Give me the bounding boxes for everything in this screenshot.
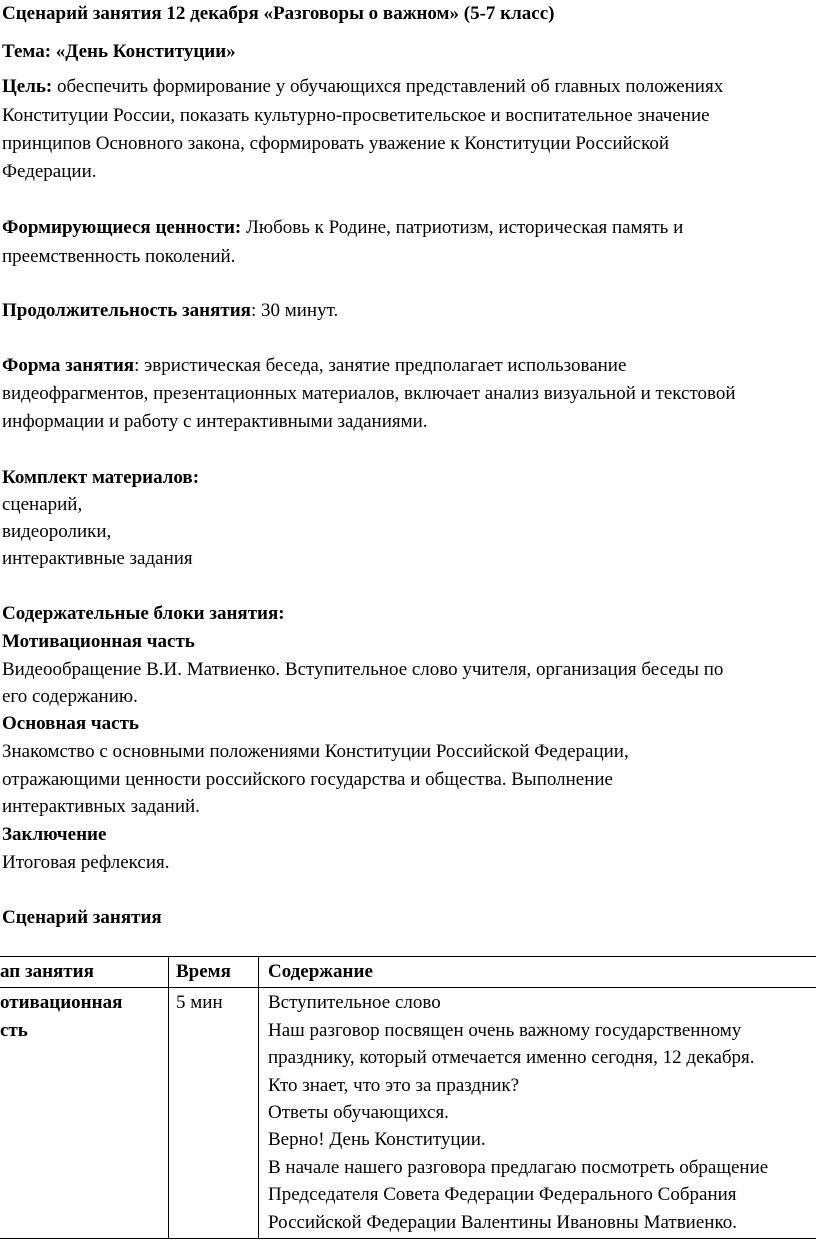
duration-line (2, 299, 338, 323)
goal-line-4: Федерации. (2, 161, 97, 182)
materials-item-1: сценарий, (2, 494, 83, 515)
table-rule-col2 (258, 956, 259, 1239)
table-rule-col1 (168, 956, 169, 1239)
table-cell-content-line-9: Российской Федерации Валентины Ивановны Матвиенко. (268, 1212, 737, 1233)
values-line-1 (2, 216, 683, 240)
form-label: Форма занятия (2, 355, 135, 376)
table-cell-content-line-3: празднику, который отмечается именно сегодня, 12 декабря. (268, 1047, 755, 1068)
theme-heading: Тема: «День Конституции» (2, 41, 236, 62)
duration-label: Продолжительность занятия (2, 300, 251, 321)
table-cell-content-line-5: Ответы обучающихся. (268, 1102, 449, 1123)
table-rule-bottom (0, 1238, 816, 1239)
values-text-1: Любовь к Родине, патриотизм, историческая память и (241, 217, 684, 238)
table-cell-content-line-8: Председателя Совета Федерации Федерального Собрания (268, 1184, 737, 1205)
table-header-time: Время (176, 961, 231, 982)
values-line-2: преемственность поколений. (2, 246, 236, 267)
table-header-content: Содержание (268, 961, 373, 982)
document-title: Сценарий занятия 12 декабря «Разговоры о важном» (5-7 класс) (2, 3, 555, 24)
main-line-2: отражающими ценности российского государства и общества. Выполнение (2, 769, 613, 790)
materials-item-3: интерактивные задания (2, 548, 193, 569)
table-rule-top (0, 956, 816, 957)
goal-label: Цель: (2, 76, 53, 97)
goal-line-2: Конституции России, показать культурно-просветительское и воспитательное значение (2, 105, 710, 126)
table-cell-stage-line-1: отивационная (0, 992, 123, 1013)
materials-item-2: видеоролики, (2, 521, 112, 542)
duration-text: : 30 минут. (250, 300, 339, 321)
blocks-heading: Содержательные блоки занятия: (2, 603, 285, 624)
conclusion-heading: Заключение (2, 824, 107, 845)
goal-line-3: принципов Основного закона, сформировать уважение к Конституции Российской (2, 133, 670, 154)
table-cell-stage-line-2: сть (0, 1020, 28, 1041)
table-cell-time: 5 мин (176, 992, 223, 1013)
form-line-2: видеофрагментов, презентационных материалов, включает анализ визуальной и текстовой (2, 383, 736, 404)
table-cell-content-line-7: В начале нашего разговора предлагаю посмотреть обращение (268, 1157, 769, 1178)
motivation-line-2: его содержанию. (2, 686, 138, 707)
conclusion-text: Итоговая рефлексия. (2, 852, 170, 873)
table-rule-header (0, 987, 816, 988)
main-line-3: интерактивных заданий. (2, 796, 200, 817)
main-line-1: Знакомство с основными положениями Конституции Российской Федерации, (2, 741, 629, 762)
materials-heading: Комплект материалов: (2, 467, 200, 488)
form-text-1: : эвристическая беседа, занятие предполагает использование (134, 355, 627, 376)
values-label: Формирующиеся ценности: (2, 217, 242, 238)
form-line-1 (2, 354, 626, 378)
table-cell-content-line-4: Кто знает, что это за праздник? (268, 1075, 520, 1096)
motivation-line-1: Видеообращение В.И. Матвиенко. Вступительное слово учителя, организация беседы по (2, 659, 724, 680)
table-cell-content-line-6: Верно! День Конституции. (268, 1129, 486, 1150)
table-cell-content-line-1: Вступительное слово (268, 992, 441, 1013)
goal-line-1 (2, 75, 723, 99)
motivation-heading: Мотивационная часть (2, 631, 195, 652)
main-heading: Основная часть (2, 713, 139, 734)
table-header-stage: ап занятия (0, 961, 94, 982)
goal-text-1: обеспечить формирование у обучающихся представлений об главных положениях (52, 76, 724, 97)
form-line-3: информации и работу с интерактивными заданиями. (2, 411, 428, 432)
table-cell-content-line-2: Наш разговор посвящен очень важному государственному (268, 1020, 742, 1041)
scenario-heading: Сценарий занятия (2, 907, 162, 928)
